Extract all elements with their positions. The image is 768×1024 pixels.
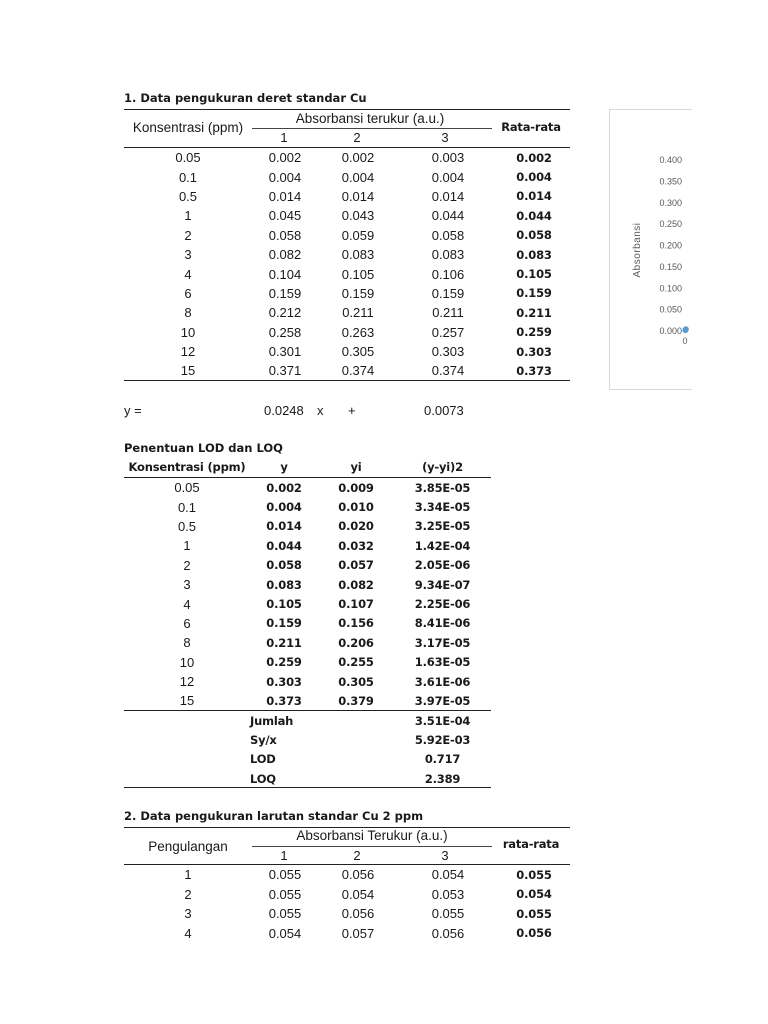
rata-rata-cell: 0.083 xyxy=(516,247,552,262)
table-row xyxy=(124,614,491,633)
konsentrasi-cell: 12 xyxy=(179,674,195,690)
table-row xyxy=(124,206,570,225)
yi-cell: 0.206 xyxy=(338,635,374,650)
absorbansi-2-cell: 0.083 xyxy=(341,247,375,263)
yi-cell: 0.107 xyxy=(338,597,374,612)
table-row xyxy=(124,167,570,186)
absorbansi-3-cell: 0.159 xyxy=(431,285,465,301)
table-row xyxy=(124,303,570,322)
absorbansi-3-cell: 0.106 xyxy=(431,266,465,282)
table-row xyxy=(124,361,570,380)
y-cell: 0.373 xyxy=(266,693,302,708)
residual-cell: 2.05E-06 xyxy=(414,558,471,573)
section1-title: 1. Data pengukuran deret standar Cu xyxy=(124,91,367,105)
absorbansi-3-cell: 0.004 xyxy=(431,169,465,185)
y-cell: 0.004 xyxy=(266,500,302,515)
table-row xyxy=(124,865,570,885)
yi-cell: 0.156 xyxy=(338,616,374,631)
summary-value: 5.92E-03 xyxy=(414,733,471,748)
absorbansi-2-cell: 0.057 xyxy=(341,925,375,941)
table-row xyxy=(124,148,570,167)
absorbansi-1-cell: 0.004 xyxy=(268,169,302,185)
calibration-chart xyxy=(609,109,692,390)
y-cell: 0.044 xyxy=(266,538,302,553)
rata-rata-cell: 0.058 xyxy=(516,228,552,243)
absorbansi-2-cell: 0.159 xyxy=(341,285,375,301)
konsentrasi-cell: 8 xyxy=(184,305,192,321)
absorbansi-3-cell: 0.257 xyxy=(431,324,465,340)
lod-header-konsentrasi: Konsentrasi (ppm) xyxy=(128,460,246,474)
absorbansi-2-cell: 0.054 xyxy=(341,886,375,902)
y-axis-label: Absorbansi xyxy=(632,222,643,278)
equation-intercept: 0.0073 xyxy=(424,403,464,418)
table-row xyxy=(124,342,570,361)
konsentrasi-cell: 0.05 xyxy=(175,150,201,166)
absorbansi-1-cell: 0.159 xyxy=(268,285,302,301)
summary-label-cell xyxy=(250,730,394,749)
summary-label: LOQ xyxy=(250,771,276,786)
konsentrasi-cell: 1 xyxy=(184,208,192,224)
y-cell: 0.159 xyxy=(266,616,302,631)
table-row xyxy=(124,575,491,594)
rata-rata-cell: 0.044 xyxy=(516,208,552,223)
rata-rata-cell: 0.105 xyxy=(516,267,552,282)
residual-cell: 3.85E-05 xyxy=(414,480,471,495)
absorbansi-2-cell: 0.263 xyxy=(341,324,375,340)
rep-header-2-1: 1 xyxy=(280,848,288,863)
absorbansi-3-cell: 0.003 xyxy=(431,150,465,166)
standard-series-table xyxy=(124,148,570,381)
table-row xyxy=(124,284,570,303)
residual-cell: 8.41E-06 xyxy=(414,616,471,631)
lod-section-title: Penentuan LOD dan LOQ xyxy=(124,441,283,455)
table-row xyxy=(124,323,570,342)
konsentrasi-cell: 6 xyxy=(184,285,192,301)
rata-rata-cell: 0.303 xyxy=(516,344,552,359)
residual-cell: 3.25E-05 xyxy=(414,519,471,534)
absorbansi-1-cell: 0.212 xyxy=(268,305,302,321)
y-tick-label: 0.350 xyxy=(659,176,682,187)
residual-cell: 3.97E-05 xyxy=(414,693,471,708)
col-header-konsentrasi: Konsentrasi (ppm) xyxy=(132,120,244,135)
y-tick-label: 0.150 xyxy=(659,261,682,272)
col-header-absorbansi-2: Absorbansi Terukur (a.u.) xyxy=(296,828,448,843)
absorbansi-subheader-rule xyxy=(252,128,492,129)
absorbansi-1-cell: 0.055 xyxy=(268,886,302,902)
konsentrasi-cell: 1 xyxy=(183,538,191,554)
y-tick-label: 0.250 xyxy=(659,219,682,230)
summary-value: 0.717 xyxy=(424,752,461,767)
absorbansi-1-cell: 0.055 xyxy=(268,906,302,922)
y-cell: 0.303 xyxy=(266,674,302,689)
table-row xyxy=(124,187,570,206)
y-cell: 0.002 xyxy=(266,480,302,495)
pengulangan-cell: 2 xyxy=(184,886,192,902)
table-row xyxy=(124,653,491,672)
residual-cell: 3.34E-05 xyxy=(414,500,471,515)
summary-value: 2.389 xyxy=(424,771,461,786)
yi-cell: 0.082 xyxy=(338,577,374,592)
absorbansi-2-cell: 0.056 xyxy=(341,906,375,922)
table-row xyxy=(124,904,570,924)
equation-x: x xyxy=(317,403,324,418)
konsentrasi-cell: 10 xyxy=(180,324,196,340)
y-cell: 0.211 xyxy=(266,635,302,650)
konsentrasi-cell: 2 xyxy=(184,227,192,243)
y-cell: 0.105 xyxy=(266,597,302,612)
yi-cell: 0.255 xyxy=(338,655,374,670)
konsentrasi-cell: 0.1 xyxy=(177,499,197,515)
summary-value: 3.51E-04 xyxy=(414,713,471,728)
yi-cell: 0.010 xyxy=(338,500,374,515)
rata-rata-cell: 0.373 xyxy=(516,363,552,378)
lod-table-header xyxy=(124,458,491,476)
y-tick-label: 0.400 xyxy=(659,155,682,165)
residual-cell: 2.25E-06 xyxy=(414,597,471,612)
summary-label-cell xyxy=(250,711,394,730)
rata-rata-cell: 0.056 xyxy=(516,926,552,941)
rata-rata-cell: 0.159 xyxy=(516,286,552,301)
pengulangan-cell: 4 xyxy=(184,925,192,941)
table-row xyxy=(124,672,491,691)
konsentrasi-cell: 8 xyxy=(183,635,191,651)
rata-rata-cell: 0.002 xyxy=(516,150,552,165)
table-row xyxy=(124,536,491,555)
konsentrasi-cell: 0.05 xyxy=(174,480,200,496)
table-row xyxy=(124,691,491,710)
absorbansi-2-cell: 0.002 xyxy=(341,150,375,166)
absorbansi-2-cell: 0.056 xyxy=(341,867,375,883)
section1-bottom-rule xyxy=(124,380,570,381)
table-row xyxy=(124,497,491,516)
absorbansi-3-cell: 0.056 xyxy=(431,925,465,941)
konsentrasi-cell: 4 xyxy=(184,266,192,282)
yi-cell: 0.305 xyxy=(338,674,374,689)
residual-cell: 3.61E-06 xyxy=(414,674,471,689)
y-tick-label: 0.200 xyxy=(659,240,682,251)
yi-cell: 0.009 xyxy=(338,480,374,495)
residual-cell: 3.17E-05 xyxy=(414,635,471,650)
absorbansi-1-cell: 0.104 xyxy=(268,266,302,282)
yi-cell: 0.020 xyxy=(338,519,374,534)
col-header-absorbansi: Absorbansi terukur (a.u.) xyxy=(295,111,445,126)
col-header-pengulangan: Pengulangan xyxy=(148,839,228,854)
absorbansi-1-cell: 0.002 xyxy=(268,150,302,166)
absorbansi-1-cell: 0.301 xyxy=(268,344,302,360)
absorbansi-1-cell: 0.014 xyxy=(268,188,302,204)
residual-cell: 9.34E-07 xyxy=(414,577,471,592)
konsentrasi-cell: 4 xyxy=(183,596,191,612)
table-row xyxy=(124,478,491,497)
summary-spacer xyxy=(124,730,250,749)
konsentrasi-cell: 6 xyxy=(183,615,191,631)
absorbansi-1-cell: 0.082 xyxy=(268,247,302,263)
konsentrasi-cell: 12 xyxy=(180,344,196,360)
summary-spacer xyxy=(124,750,250,769)
residual-cell: 1.63E-05 xyxy=(414,655,471,670)
rata-rata-cell: 0.055 xyxy=(516,906,552,921)
replicate-table xyxy=(124,865,570,943)
table-row xyxy=(124,633,491,652)
summary-row xyxy=(124,750,491,769)
absorbansi-2-cell: 0.043 xyxy=(341,208,375,224)
absorbansi-subheader-rule-2 xyxy=(252,846,492,847)
y-cell: 0.014 xyxy=(266,519,302,534)
absorbansi-2-cell: 0.004 xyxy=(341,169,375,185)
y-tick-label: 0.300 xyxy=(659,197,682,208)
absorbansi-1-cell: 0.258 xyxy=(268,324,302,340)
table-row xyxy=(124,264,570,283)
summary-row xyxy=(124,711,491,730)
konsentrasi-cell: 0.5 xyxy=(177,518,197,534)
lod-header-y: y xyxy=(280,460,288,474)
yi-cell: 0.032 xyxy=(338,538,374,553)
rep-header-2-2: 2 xyxy=(353,848,361,863)
absorbansi-1-cell: 0.058 xyxy=(268,227,302,243)
y-cell: 0.259 xyxy=(266,655,302,670)
rata-rata-cell: 0.004 xyxy=(516,170,552,185)
absorbansi-2-cell: 0.059 xyxy=(341,227,375,243)
rata-rata-cell: 0.014 xyxy=(516,189,552,204)
pengulangan-cell: 3 xyxy=(184,906,192,922)
absorbansi-3-cell: 0.044 xyxy=(431,208,465,224)
absorbansi-1-cell: 0.055 xyxy=(268,867,302,883)
absorbansi-3-cell: 0.014 xyxy=(431,188,465,204)
pengulangan-cell: 1 xyxy=(184,867,192,883)
col-header-rata-rata-2: rata-rata xyxy=(502,837,560,851)
rep-header-2-3: 3 xyxy=(441,848,449,863)
residual-cell: 1.42E-04 xyxy=(414,538,471,553)
data-point xyxy=(683,326,689,332)
rep-header-2: 2 xyxy=(353,130,361,145)
table-row xyxy=(124,226,570,245)
absorbansi-1-cell: 0.371 xyxy=(268,363,302,379)
summary-label-cell xyxy=(250,769,394,788)
absorbansi-3-cell: 0.053 xyxy=(431,886,465,902)
summary-row xyxy=(124,769,491,788)
rata-rata-cell: 0.259 xyxy=(516,325,552,340)
yi-cell: 0.057 xyxy=(338,558,374,573)
konsentrasi-cell: 3 xyxy=(183,577,191,593)
lod-header-yi: yi xyxy=(350,460,362,474)
absorbansi-3-cell: 0.083 xyxy=(431,247,465,263)
section1-top-rule xyxy=(124,109,570,110)
konsentrasi-cell: 15 xyxy=(180,363,196,379)
konsentrasi-cell: 2 xyxy=(183,557,191,573)
rata-rata-cell: 0.055 xyxy=(516,867,552,882)
lod-header-residual: (y-yi)2 xyxy=(422,460,463,474)
absorbansi-2-cell: 0.374 xyxy=(341,363,375,379)
y-cell: 0.058 xyxy=(266,558,302,573)
summary-label: LOD xyxy=(250,752,276,767)
table-row xyxy=(124,517,491,536)
table-row xyxy=(124,594,491,613)
equation-y-label: y = xyxy=(124,403,142,418)
rep-header-3: 3 xyxy=(441,130,449,145)
absorbansi-3-cell: 0.303 xyxy=(431,344,465,360)
table-row xyxy=(124,556,491,575)
lod-table xyxy=(124,478,491,711)
summary-label-cell xyxy=(250,750,394,769)
lod-summary-table xyxy=(124,711,491,789)
konsentrasi-cell: 0.1 xyxy=(178,169,198,185)
summary-spacer xyxy=(124,769,250,788)
absorbansi-3-cell: 0.374 xyxy=(431,363,465,379)
absorbansi-2-cell: 0.105 xyxy=(341,266,375,282)
konsentrasi-cell: 3 xyxy=(184,247,192,263)
rata-rata-cell: 0.054 xyxy=(516,887,552,902)
col-header-rata-rata: Rata-rata xyxy=(501,120,561,134)
absorbansi-3-cell: 0.211 xyxy=(432,305,464,321)
table-row xyxy=(124,924,570,944)
equation-plus: + xyxy=(348,403,356,418)
rata-rata-cell: 0.211 xyxy=(516,305,552,320)
summary-row xyxy=(124,730,491,749)
equation-slope: 0.0248 xyxy=(264,403,304,418)
summary-spacer xyxy=(124,711,250,730)
table-row xyxy=(124,245,570,264)
absorbansi-1-cell: 0.054 xyxy=(268,925,302,941)
summary-label: Jumlah xyxy=(250,713,294,728)
absorbansi-3-cell: 0.054 xyxy=(431,867,465,883)
lod-bottom-rule xyxy=(124,787,491,788)
y-tick-label: 0.050 xyxy=(659,304,682,315)
rep-header-1: 1 xyxy=(280,130,288,145)
calibration-chart-svg xyxy=(610,110,692,389)
absorbansi-3-cell: 0.058 xyxy=(431,227,465,243)
absorbansi-3-cell: 0.055 xyxy=(431,906,465,922)
konsentrasi-cell: 0.5 xyxy=(178,188,198,204)
table-row xyxy=(124,885,570,905)
konsentrasi-cell: 10 xyxy=(179,654,195,670)
absorbansi-2-cell: 0.305 xyxy=(341,344,375,360)
absorbansi-2-cell: 0.014 xyxy=(341,188,375,204)
yi-cell: 0.379 xyxy=(338,693,374,708)
summary-label: Sy/x xyxy=(250,733,277,748)
absorbansi-2-cell: 0.211 xyxy=(342,305,374,321)
konsentrasi-cell: 15 xyxy=(179,693,195,709)
y-tick-label: 0.100 xyxy=(659,283,682,294)
x-tick-label: 0 xyxy=(682,336,688,346)
y-cell: 0.083 xyxy=(266,577,302,592)
absorbansi-1-cell: 0.045 xyxy=(268,208,302,224)
section2-title: 2. Data pengukuran larutan standar Cu 2 ppm xyxy=(124,809,424,823)
y-tick-label: 0.000 xyxy=(659,326,682,336)
